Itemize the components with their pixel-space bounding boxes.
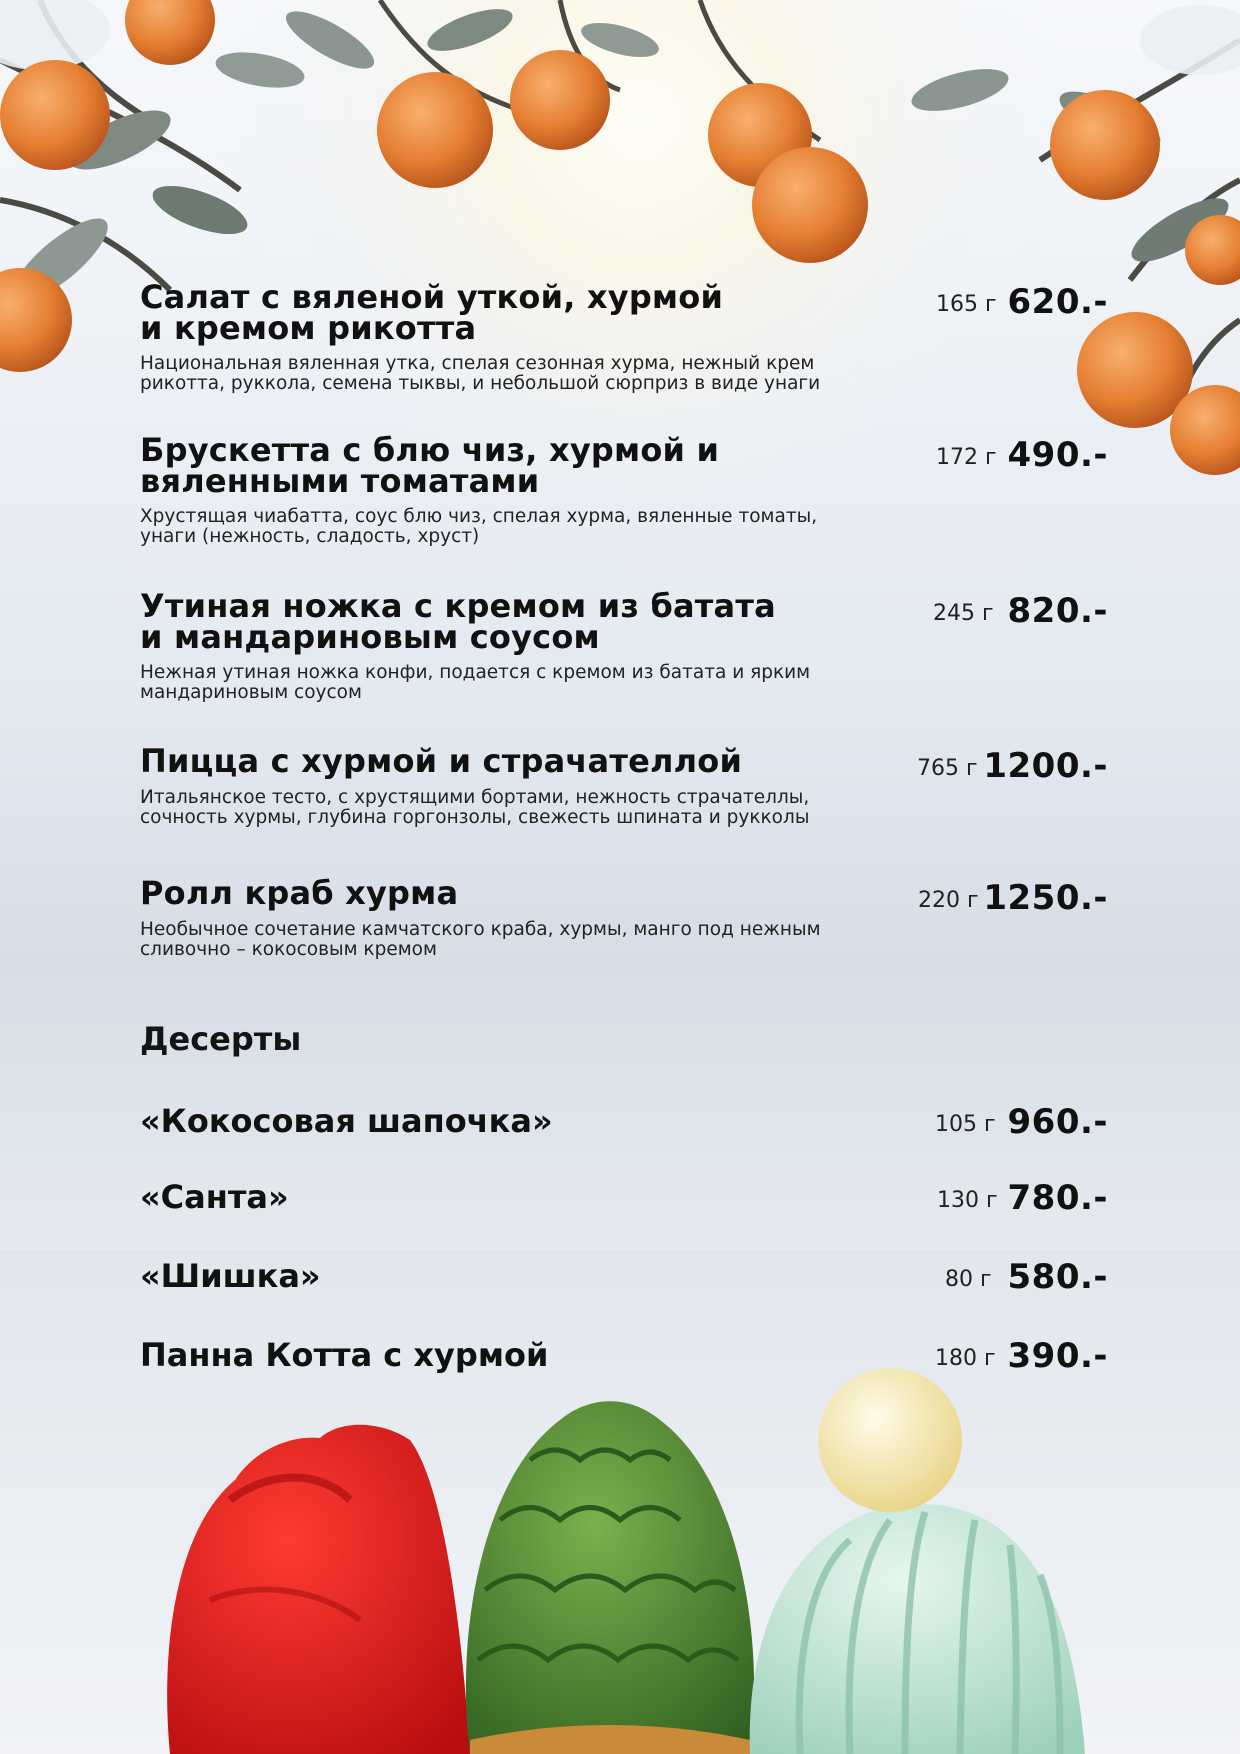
menu-item-weight: 765 г [917, 756, 978, 781]
dessert-item [140, 1102, 1110, 1148]
menu-item-description: Национальная вяленная утка, спелая сезонная хурма, нежный крем рикотта, руккола, семена тыквы, и небольшой сюрприз в виде унаги [140, 353, 821, 394]
menu-item-price: 1200.- [983, 746, 1108, 786]
dessert-item [140, 1178, 1110, 1224]
menu-item-price: 1250.- [983, 878, 1108, 918]
menu-item-description: Итальянское тесто, с хрустящими бортами, нежность страчателлы, сочность хурмы, глубина горгонзолы, свежесть шпината и рукколы [140, 787, 810, 828]
desserts-heading: Десерты [140, 1020, 302, 1058]
dessert-price: 390.- [1007, 1336, 1108, 1376]
menu-item-price: 820.- [1007, 591, 1108, 631]
menu-item-title: Пицца с хурмой и страчателлой [140, 742, 743, 780]
menu-item-weight: 220 г [918, 888, 979, 913]
menu-item-description: Необычное сочетание камчатского краба, хурмы, манго под нежным сливочно – кокосовым кремом [140, 919, 821, 960]
menu-item-price: 620.- [1007, 282, 1108, 322]
menu-item-weight: 165 г [936, 292, 997, 317]
dessert-weight: 130 г [937, 1188, 998, 1213]
menu-item-price: 490.- [1007, 435, 1108, 475]
dessert-name: «Кокосовая шапочка» [140, 1102, 553, 1140]
menu-item-title: Салат с вяленой уткой, хурмой и кремом рикотта [140, 278, 724, 347]
dessert-item [140, 1336, 1110, 1382]
dessert-price: 960.- [1007, 1102, 1108, 1142]
menu-item-title: Утиная ножка с кремом из батата и мандариновым соусом [140, 587, 776, 656]
dessert-weight: 105 г [935, 1112, 996, 1137]
menu-item-title: Ролл краб хурма [140, 874, 459, 912]
dessert-weight: 180 г [935, 1346, 996, 1371]
dessert-weight: 80 г [945, 1267, 992, 1292]
dessert-name: «Санта» [140, 1178, 289, 1216]
dessert-name: «Шишка» [140, 1257, 321, 1295]
menu-item-description: Нежная утиная ножка конфи, подается с кремом из батата и ярким мандариновым соусом [140, 662, 811, 703]
dessert-item [140, 1257, 1110, 1303]
menu-item-description: Хрустящая чиабатта, соус блю чиз, спелая хурма, вяленные томаты, унаги (нежность, сладость, хруст) [140, 506, 818, 547]
dessert-price: 780.- [1007, 1178, 1108, 1218]
dessert-price: 580.- [1007, 1257, 1108, 1297]
menu-item-weight: 172 г [936, 445, 997, 470]
dessert-name: Панна Котта с хурмой [140, 1336, 549, 1374]
menu-item-weight: 245 г [933, 601, 994, 626]
menu-item-title: Брускетта с блю чиз, хурмой и вяленными томатами [140, 431, 720, 500]
